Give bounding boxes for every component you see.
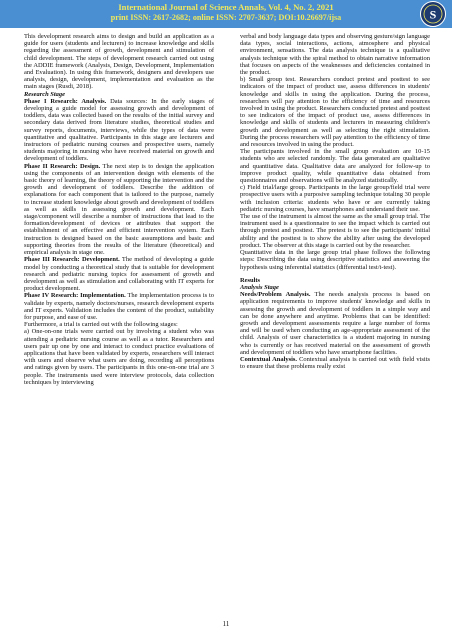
journal-header <box>0 0 452 28</box>
paragraph-phase-1: Phase I Research: Analysis. Data sources: In the early stages of developing a guide model for assessing growth and development of toddlers, data was collected based on the results of the initial survey and secondary data derived from literature studies, theoretical studies and survey reports, documents, interviews, while the types of data were quantitative and qualitative. Participants in this stage are lecturers and instructors of pediatric nursing courses and prospective users, namely students majoring in nursing who have received material on growth and development of toddlers. <box>24 97 214 163</box>
paragraph-participants: The participants involved in the small group evaluation are 10-15 students who are selected randomly. The data generated are qualitative and quantitative data. Qualitative data are analyzed for follow-up to improve product quality, while quantitative data obtained from questionnaires and observations will be analyzed statistically. <box>240 148 430 185</box>
paragraph-trial-b: b) Small group test. Researchers conduct pretest and posttest to see indicators of the impact of product use, assess differences in students' knowledge and skills in using the application. During the process, researchers will pay attention to the efficiency of time and resources involved in using the product. Researchers conducted pretest and posttest to see indicators of the impact of product use, assess differences in knowledge and skills of students and lecturers in measuring children's growth and development as well as selecting the right stimulation. During the process researchers will pay attention to the efficiency of time and resources involved in using the product. <box>240 76 430 149</box>
paragraph-continued: verbal and body language data types and observing gesture/sign language data types, social interactions, actions, atmosphere and physical environment, sensations. The data analysis technique is a qualitative analysis technique with the spiral method to obtain narrative information that focuses on aspects of the weaknesses and deficiencies contained in the product. <box>240 33 430 77</box>
paragraph-quantitative: Quantitative data in the large group trial phase follows the following steps: Describing the data using descriptive statistics and answering the hypothesis using inferential statistics (differential test/t-test). <box>240 249 430 271</box>
left-column <box>24 33 214 386</box>
paragraph-trial-a: a) One-on-one trials were carried out by involving a student who was attending a pediatric nursing course as well as a tutor. Researchers and users pair up one by one and interact to conduct practice evaluations of applications that have been validated by experts, researchers will interact with users and observe what users are doing, recording all perceptions and ratings given by users. The participants in this one-on-one trial are 3 people. The instruments used were interview protocols, data collection techniques by interviewing <box>24 328 214 386</box>
heading-results: Results <box>240 276 261 284</box>
paragraph-phase-4: Phase IV Research: Implementation. The implementation process is to validate by experts, namely doctors/nurses, research development experts and IT experts. Validation includes the content of the product, suitability for purpose, and ease of use. <box>24 292 214 321</box>
heading-phase-2: Phase II Research: Design. <box>24 162 101 170</box>
paragraph-intro: This development research aims to design and build an application as a guide for users (students and lecturers) to increase knowledge and skills regarding the assessment of growth, development and stimulation of child development. The steps of development research carried out using the ADDIE framework (Analysis, Design, Development, Implementation and Evaluation). In using this framework, designers and developers use analysis, design, development, implementation and evaluation as the main stages (Rusdi, 2018). <box>24 33 214 91</box>
heading-contextual-analysis: Contextual Analysis. <box>240 355 298 363</box>
paragraph-phase-2: Phase II Research: Design. The next step is to design the application using the components of an intervention design with elements of the basic theory of learning, the theory of supporting the intervention and the growth and development of toddlers. Describe the addition of explanations for each component that is tailored to the purpose, namely to increase student knowledge about growth and development of toddlers as well as skills in assessing growth and development. Each stage/component will describe a number of instructions that lead to the formation/development of devices or attributes that support the establishment of an effective and efficient intervention system. Each instruction is designed based on the basic assumptions and basic and supporting theories from the results of the literature (theoretical) and empirical analysis in stage one. <box>24 162 214 257</box>
journal-logo-icon <box>421 2 445 26</box>
heading-research-stage: Research Stage <box>24 90 65 98</box>
heading-phase-3: Phase III Research: Development. <box>24 256 120 264</box>
paragraph-needs-analysis: Needs/Problem Analysis. The needs analysis process is based on application requirements to improve students' knowledge and skills in assessing the growth and development of toddlers in a simple way and can be done anywhere and anytime. Problems that can be identified: growth and development assessments require a large number of forms and will be used when conducting an age-appropriate assessment of the child. Analysis of user characteristics is a student majoring in nursing who is currently or has received material on the assessment of growth and development of toddlers who have smartphone facilities. <box>240 291 430 356</box>
heading-needs-analysis: Needs/Problem Analysis. <box>240 291 311 299</box>
paragraph-furthermore: Furthermore, a trial is carried out with the following stages: <box>24 321 178 329</box>
paragraph-phase-3: Phase III Research: Development. The method of developing a guide model by conducting a theoretical study that is suitable for development research and pediatric nursing topics for assessment of growth and development as well as stimulation and collaborating with IT experts for product development. <box>24 256 214 293</box>
journal-issn-doi: print ISSN: 2617-2682; online ISSN: 2707-3637; DOI:10.26697/ijsa <box>110 13 342 22</box>
journal-logo-letter: S <box>429 7 437 22</box>
journal-logo <box>420 1 446 27</box>
heading-analysis-stage: Analysis Stage <box>240 283 279 291</box>
right-column <box>240 33 430 370</box>
heading-phase-1: Phase I Research: Analysis. <box>24 97 107 105</box>
paragraph-instrument: The use of the instrument is almost the same as the small group trial. The instrument used is a questionnaire to see the impact which is carried out through pretest and posttest. The pretest is to see the participants' initial ability and the posttest is to show the ability after using the developed product. The observer at this stage is carried out by the researcher. <box>240 213 430 249</box>
page-number: 11 <box>222 620 230 628</box>
heading-phase-4: Phase IV Research: Implementation. <box>24 292 126 300</box>
paragraph-contextual-analysis: Contextual Analysis. Contextual analysis is carried out with field visits to ensure that these problems really exist <box>240 355 430 371</box>
journal-title: International Journal of Science Annals, Vol. 4, No. 2, 2021 <box>118 2 334 12</box>
paragraph-trial-c: c) Field trial/large group. Participants in the large group/field trial were prospective users with a purposive sampling technique totaling 30 people with inclusion criteria: students who have or are currently taking pediatric nursing courses, have smartphones and understand their use. <box>240 184 430 213</box>
